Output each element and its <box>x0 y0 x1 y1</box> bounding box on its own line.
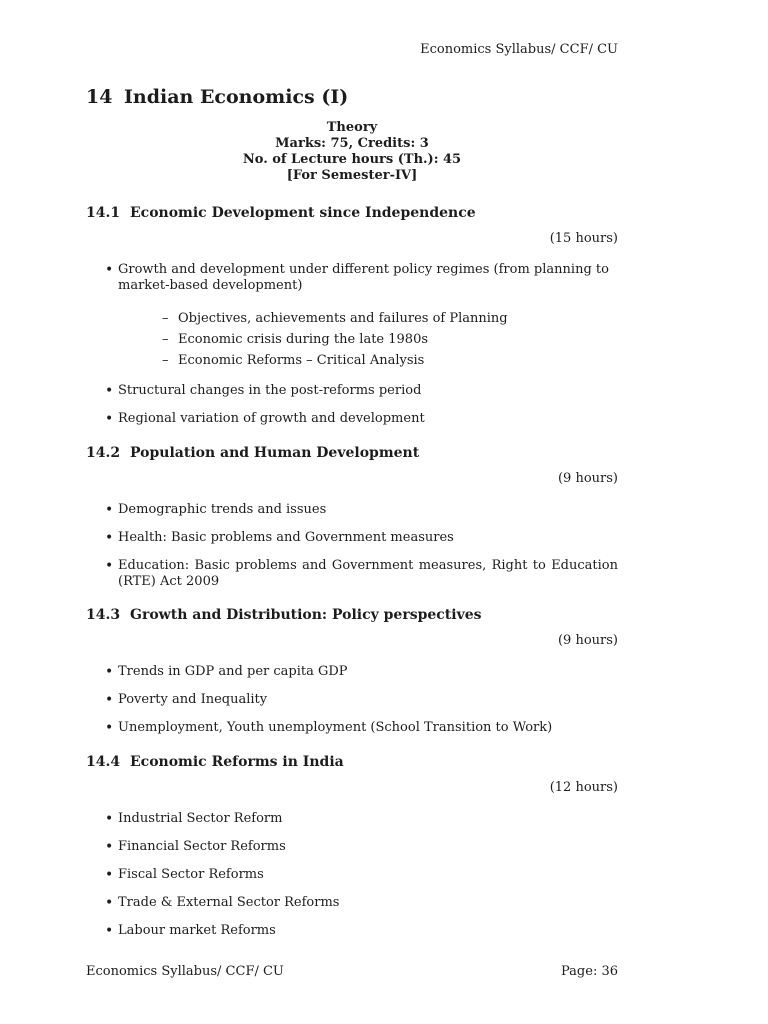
page-number: Page: 36 <box>561 964 618 979</box>
meta-lecture-hours: No. of Lecture hours (Th.): 45 <box>242 152 462 167</box>
section-hours: (9 hours) <box>557 471 618 486</box>
topic-list <box>86 502 618 590</box>
list-item <box>86 262 618 371</box>
list-item: • Trends in GDP and per capita GDP <box>86 664 618 680</box>
sub-list-item: – Economic crisis during the late 1980s <box>118 329 618 350</box>
subtopic-list <box>118 308 618 371</box>
list-item: • Structural changes in the post-reforms period <box>86 383 618 399</box>
topic-list <box>86 664 618 736</box>
section-title-text: Population and Human Development <box>130 445 420 461</box>
chapter-number: 14 <box>86 86 113 108</box>
list-item: • Unemployment, Youth unemployment (School Transition to Work) <box>86 720 618 736</box>
section-title <box>86 754 618 770</box>
running-header: Economics Syllabus/ CCF/ CU <box>420 42 618 57</box>
list-item-text: Growth and development under different policy regimes (from planning to market-based development) <box>118 262 609 293</box>
section-number: 14.3 <box>86 607 121 623</box>
topic-list <box>86 811 618 939</box>
list-item: • Regional variation of growth and development <box>86 411 618 427</box>
sub-list-item: – Objectives, achievements and failures of Planning <box>118 308 618 329</box>
section-hours: (12 hours) <box>549 780 618 795</box>
list-item: • Demographic trends and issues <box>86 502 618 518</box>
list-item: • Fiscal Sector Reforms <box>86 867 618 883</box>
chapter-heading <box>86 86 348 108</box>
meta-theory: Theory <box>326 120 378 135</box>
meta-semester: [For Semester-IV] <box>286 168 418 183</box>
page-footer <box>86 964 618 979</box>
list-item: • Education: Basic problems and Government measures, Right to Education (RTE) Act 2009 <box>86 558 618 590</box>
course-meta <box>0 120 704 184</box>
section-14-3 <box>86 607 618 748</box>
section-number: 14.1 <box>86 205 121 221</box>
list-item: • Financial Sector Reforms <box>86 839 618 855</box>
section-title <box>86 445 618 461</box>
section-number: 14.2 <box>86 445 121 461</box>
list-item: • Poverty and Inequality <box>86 692 618 708</box>
list-item: • Health: Basic problems and Government measures <box>86 530 618 546</box>
chapter-title: Indian Economics (I) <box>124 86 349 108</box>
section-title <box>86 205 618 221</box>
section-title-text: Growth and Distribution: Policy perspectives <box>130 607 482 623</box>
list-item: • Industrial Sector Reform <box>86 811 618 827</box>
section-title <box>86 607 618 623</box>
section-14-4 <box>86 754 618 951</box>
section-14-2 <box>86 445 618 602</box>
footer-left: Economics Syllabus/ CCF/ CU <box>86 964 284 979</box>
list-item: • Labour market Reforms <box>86 923 618 939</box>
section-title-text: Economic Reforms in India <box>130 754 344 770</box>
topic-list <box>86 262 618 427</box>
section-title-text: Economic Development since Independence <box>130 205 476 221</box>
section-number: 14.4 <box>86 754 121 770</box>
sub-list-item: – Economic Reforms – Critical Analysis <box>118 350 618 371</box>
list-item: • Trade & External Sector Reforms <box>86 895 618 911</box>
section-14-1 <box>86 205 618 439</box>
meta-marks-credits: Marks: 75, Credits: 3 <box>275 136 429 151</box>
section-hours: (9 hours) <box>557 633 618 648</box>
section-hours: (15 hours) <box>549 231 618 246</box>
